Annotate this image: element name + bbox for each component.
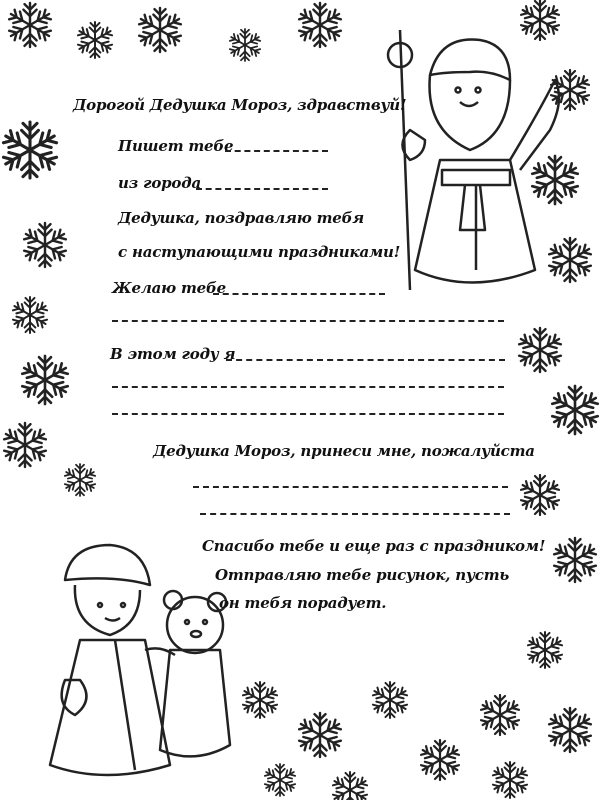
this-year-field-3[interactable] (112, 413, 504, 415)
thanks-line: Спасибо тебе и еще раз с праздником! (202, 537, 546, 555)
wish-field-2[interactable] (112, 320, 504, 322)
snegurochka-bear-illustration (25, 530, 245, 790)
city-field[interactable] (196, 188, 328, 190)
writer-name-field[interactable] (225, 150, 328, 152)
gift-field-1[interactable] (193, 486, 508, 488)
wish-field-1[interactable] (213, 293, 385, 295)
congrats-line-1: Дедушка, поздравляю тебя (118, 209, 364, 227)
greeting-heading: Дорогой Дедушка Мороз, здравствуй! (73, 96, 407, 114)
request-heading: Дедушка Мороз, принеси мне, пожалуйста (153, 442, 535, 460)
drawing-line-2: он тебя порадует. (219, 594, 387, 612)
this-year-field-2[interactable] (112, 386, 504, 388)
city-label: из города (118, 174, 201, 192)
this-year-label: В этом году я (110, 345, 236, 363)
drawing-line-1: Отправляю тебе рисунок, пусть (215, 566, 510, 584)
gift-field-2[interactable] (200, 513, 510, 515)
writer-label: Пишет тебе (118, 137, 234, 155)
congrats-line-2: с наступающими праздниками! (118, 243, 401, 261)
wish-label: Желаю тебе (112, 279, 226, 297)
this-year-field-1[interactable] (226, 359, 505, 361)
